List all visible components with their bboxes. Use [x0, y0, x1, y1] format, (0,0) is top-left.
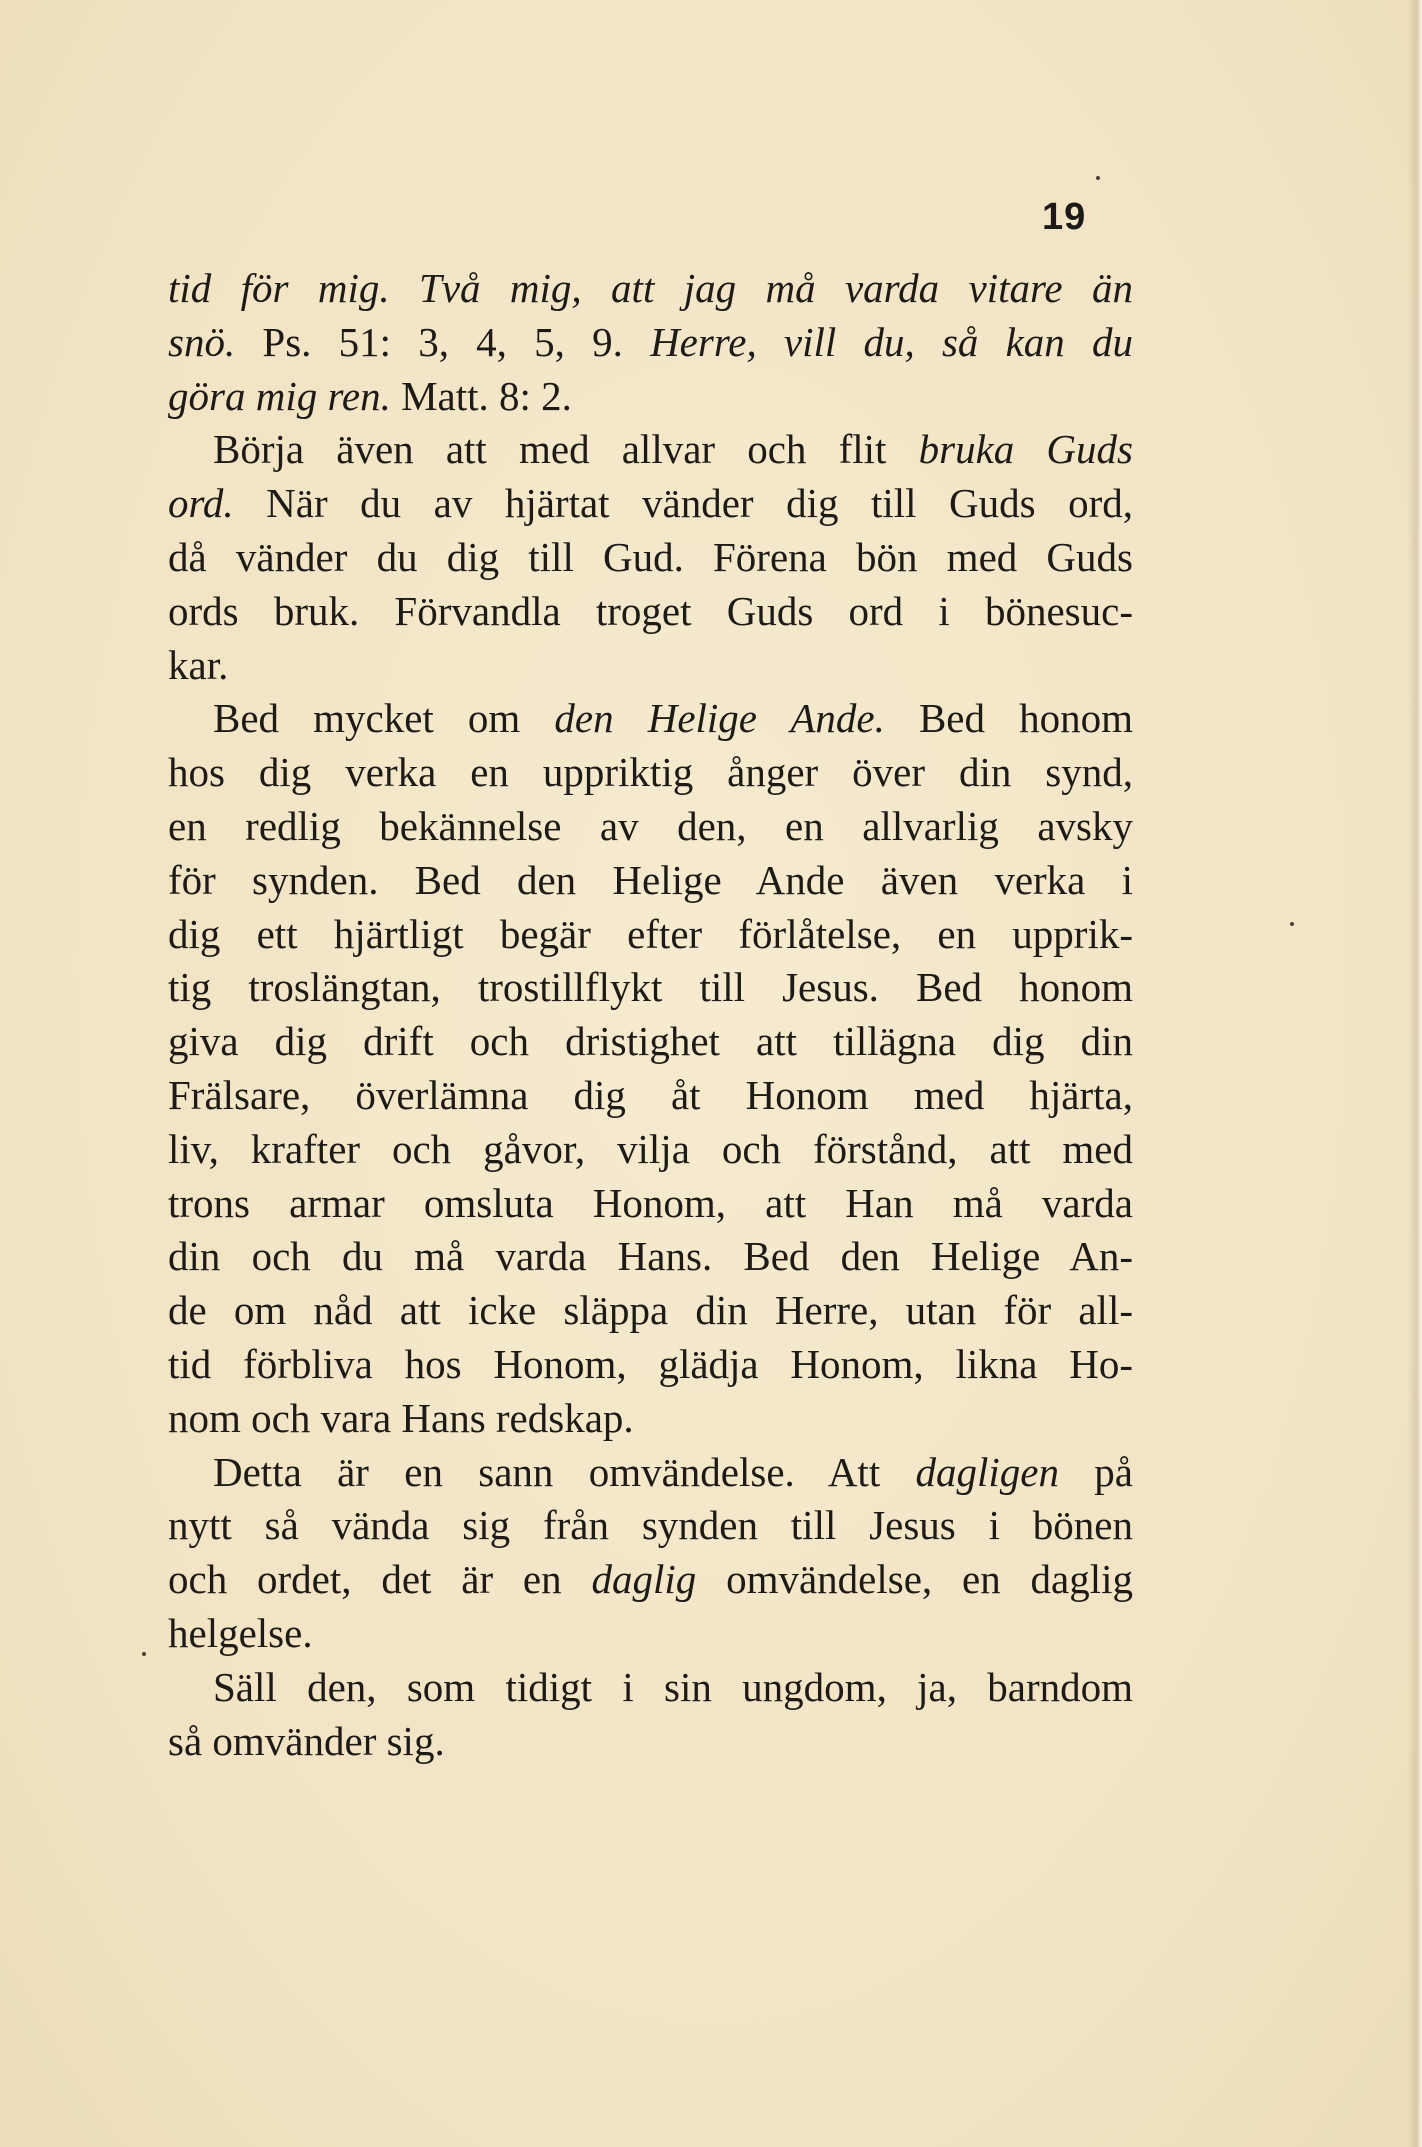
text-run: När du av hjärtat vänder dig till Guds ord, — [233, 480, 1133, 527]
text-run: daglig — [591, 1556, 697, 1603]
text-run: Herre, vill du, så kan du — [650, 318, 1134, 365]
text-run: tid förbliva hos Honom, glädja Honom, likna Ho- — [168, 1340, 1133, 1387]
text-line — [168, 1177, 1133, 1231]
text-run: Börja även att med allvar och flit — [213, 426, 919, 473]
text-run: tid för mig. Två mig, att jag må varda vitare än — [168, 265, 1133, 311]
text-run: nytt så vända sig från synden till Jesus i bönen — [168, 1502, 1133, 1549]
print-speck — [1096, 176, 1100, 180]
text-run: Ps. 51: 3, 4, 5, 9. — [235, 318, 651, 365]
text-run: tig troslängtan, trostillflykt till Jesus. Bed honom — [168, 964, 1133, 1011]
text-line — [168, 370, 1133, 424]
text-run: på — [1059, 1448, 1133, 1495]
text-line — [168, 1392, 1133, 1446]
text-run: den Helige Ande. — [554, 695, 885, 742]
print-speck — [142, 1652, 146, 1656]
text-run: Bed mycket om — [213, 695, 555, 742]
text-run: bruka Guds — [918, 426, 1133, 473]
text-line — [168, 477, 1133, 531]
text-run: snö. — [168, 318, 236, 365]
text-run: din och du må varda Hans. Bed den Helige An- — [168, 1233, 1133, 1280]
text-line — [168, 1069, 1133, 1123]
paragraph-start-line — [168, 423, 1133, 477]
body-text — [168, 262, 1133, 1768]
text-run: en redlig bekännelse av den, en allvarlig avsky — [168, 802, 1133, 849]
text-run: omvändelse, en daglig — [696, 1556, 1134, 1603]
text-run: hos dig verka en uppriktig ånger över din synd, — [168, 749, 1133, 796]
print-speck — [1290, 922, 1294, 926]
text-line — [168, 531, 1133, 585]
text-line — [168, 800, 1133, 854]
text-run: för synden. Bed den Helige Ande även verka i — [168, 856, 1133, 903]
text-line — [168, 1284, 1133, 1338]
text-run: Matt. 8: 2. — [390, 372, 572, 419]
text-run: nom och vara Hans redskap. — [168, 1394, 634, 1441]
text-line — [168, 316, 1133, 370]
text-run: helgelse. — [168, 1609, 313, 1656]
text-line — [168, 1607, 1133, 1661]
text-run: Säll den, som tidigt i sin ungdom, ja, barndom — [213, 1663, 1133, 1710]
text-line — [168, 1015, 1133, 1069]
text-line — [168, 1338, 1133, 1392]
text-run: dagligen — [915, 1448, 1059, 1495]
text-run: de om nåd att icke släppa din Herre, utan för all- — [168, 1287, 1133, 1334]
text-run: och ordet, det är en — [168, 1556, 592, 1603]
text-run: trons armar omsluta Honom, att Han må varda — [168, 1179, 1133, 1226]
text-line — [168, 1715, 1133, 1769]
text-line — [168, 1553, 1133, 1607]
text-line — [168, 262, 1133, 316]
page-number: 19 — [1042, 196, 1087, 238]
text-line — [168, 854, 1133, 908]
text-run: ords bruk. Förvandla troget Guds ord i bönesuc- — [168, 587, 1133, 634]
text-run: Detta är en sann omvändelse. Att — [213, 1448, 916, 1495]
text-line — [168, 585, 1133, 639]
text-line — [168, 1230, 1133, 1284]
paragraph-start-line — [168, 1446, 1133, 1500]
text-line — [168, 908, 1133, 962]
text-line — [168, 746, 1133, 800]
text-run: liv, krafter och gåvor, vilja och förstånd, att med — [168, 1125, 1133, 1172]
text-line — [168, 1499, 1133, 1553]
text-run: ord. — [168, 480, 234, 527]
text-run: göra mig ren. — [168, 372, 391, 419]
text-run: då vänder du dig till Gud. Förena bön med Guds — [168, 533, 1133, 580]
paragraph-start-line — [168, 1661, 1133, 1715]
text-run: giva dig drift och dristighet att tillägna dig din — [168, 1018, 1133, 1065]
text-line — [168, 639, 1133, 693]
text-line — [168, 961, 1133, 1015]
text-run: Bed honom — [884, 695, 1133, 742]
text-run: Frälsare, överlämna dig åt Honom med hjärta, — [168, 1071, 1133, 1118]
page-edge — [1408, 0, 1422, 2147]
paragraph-start-line — [168, 692, 1133, 746]
text-line — [168, 1123, 1133, 1177]
text-run: dig ett hjärtligt begär efter förlåtelse, en upprik- — [168, 910, 1133, 957]
text-run: så omvänder sig. — [168, 1717, 445, 1764]
text-run: kar. — [168, 641, 229, 688]
